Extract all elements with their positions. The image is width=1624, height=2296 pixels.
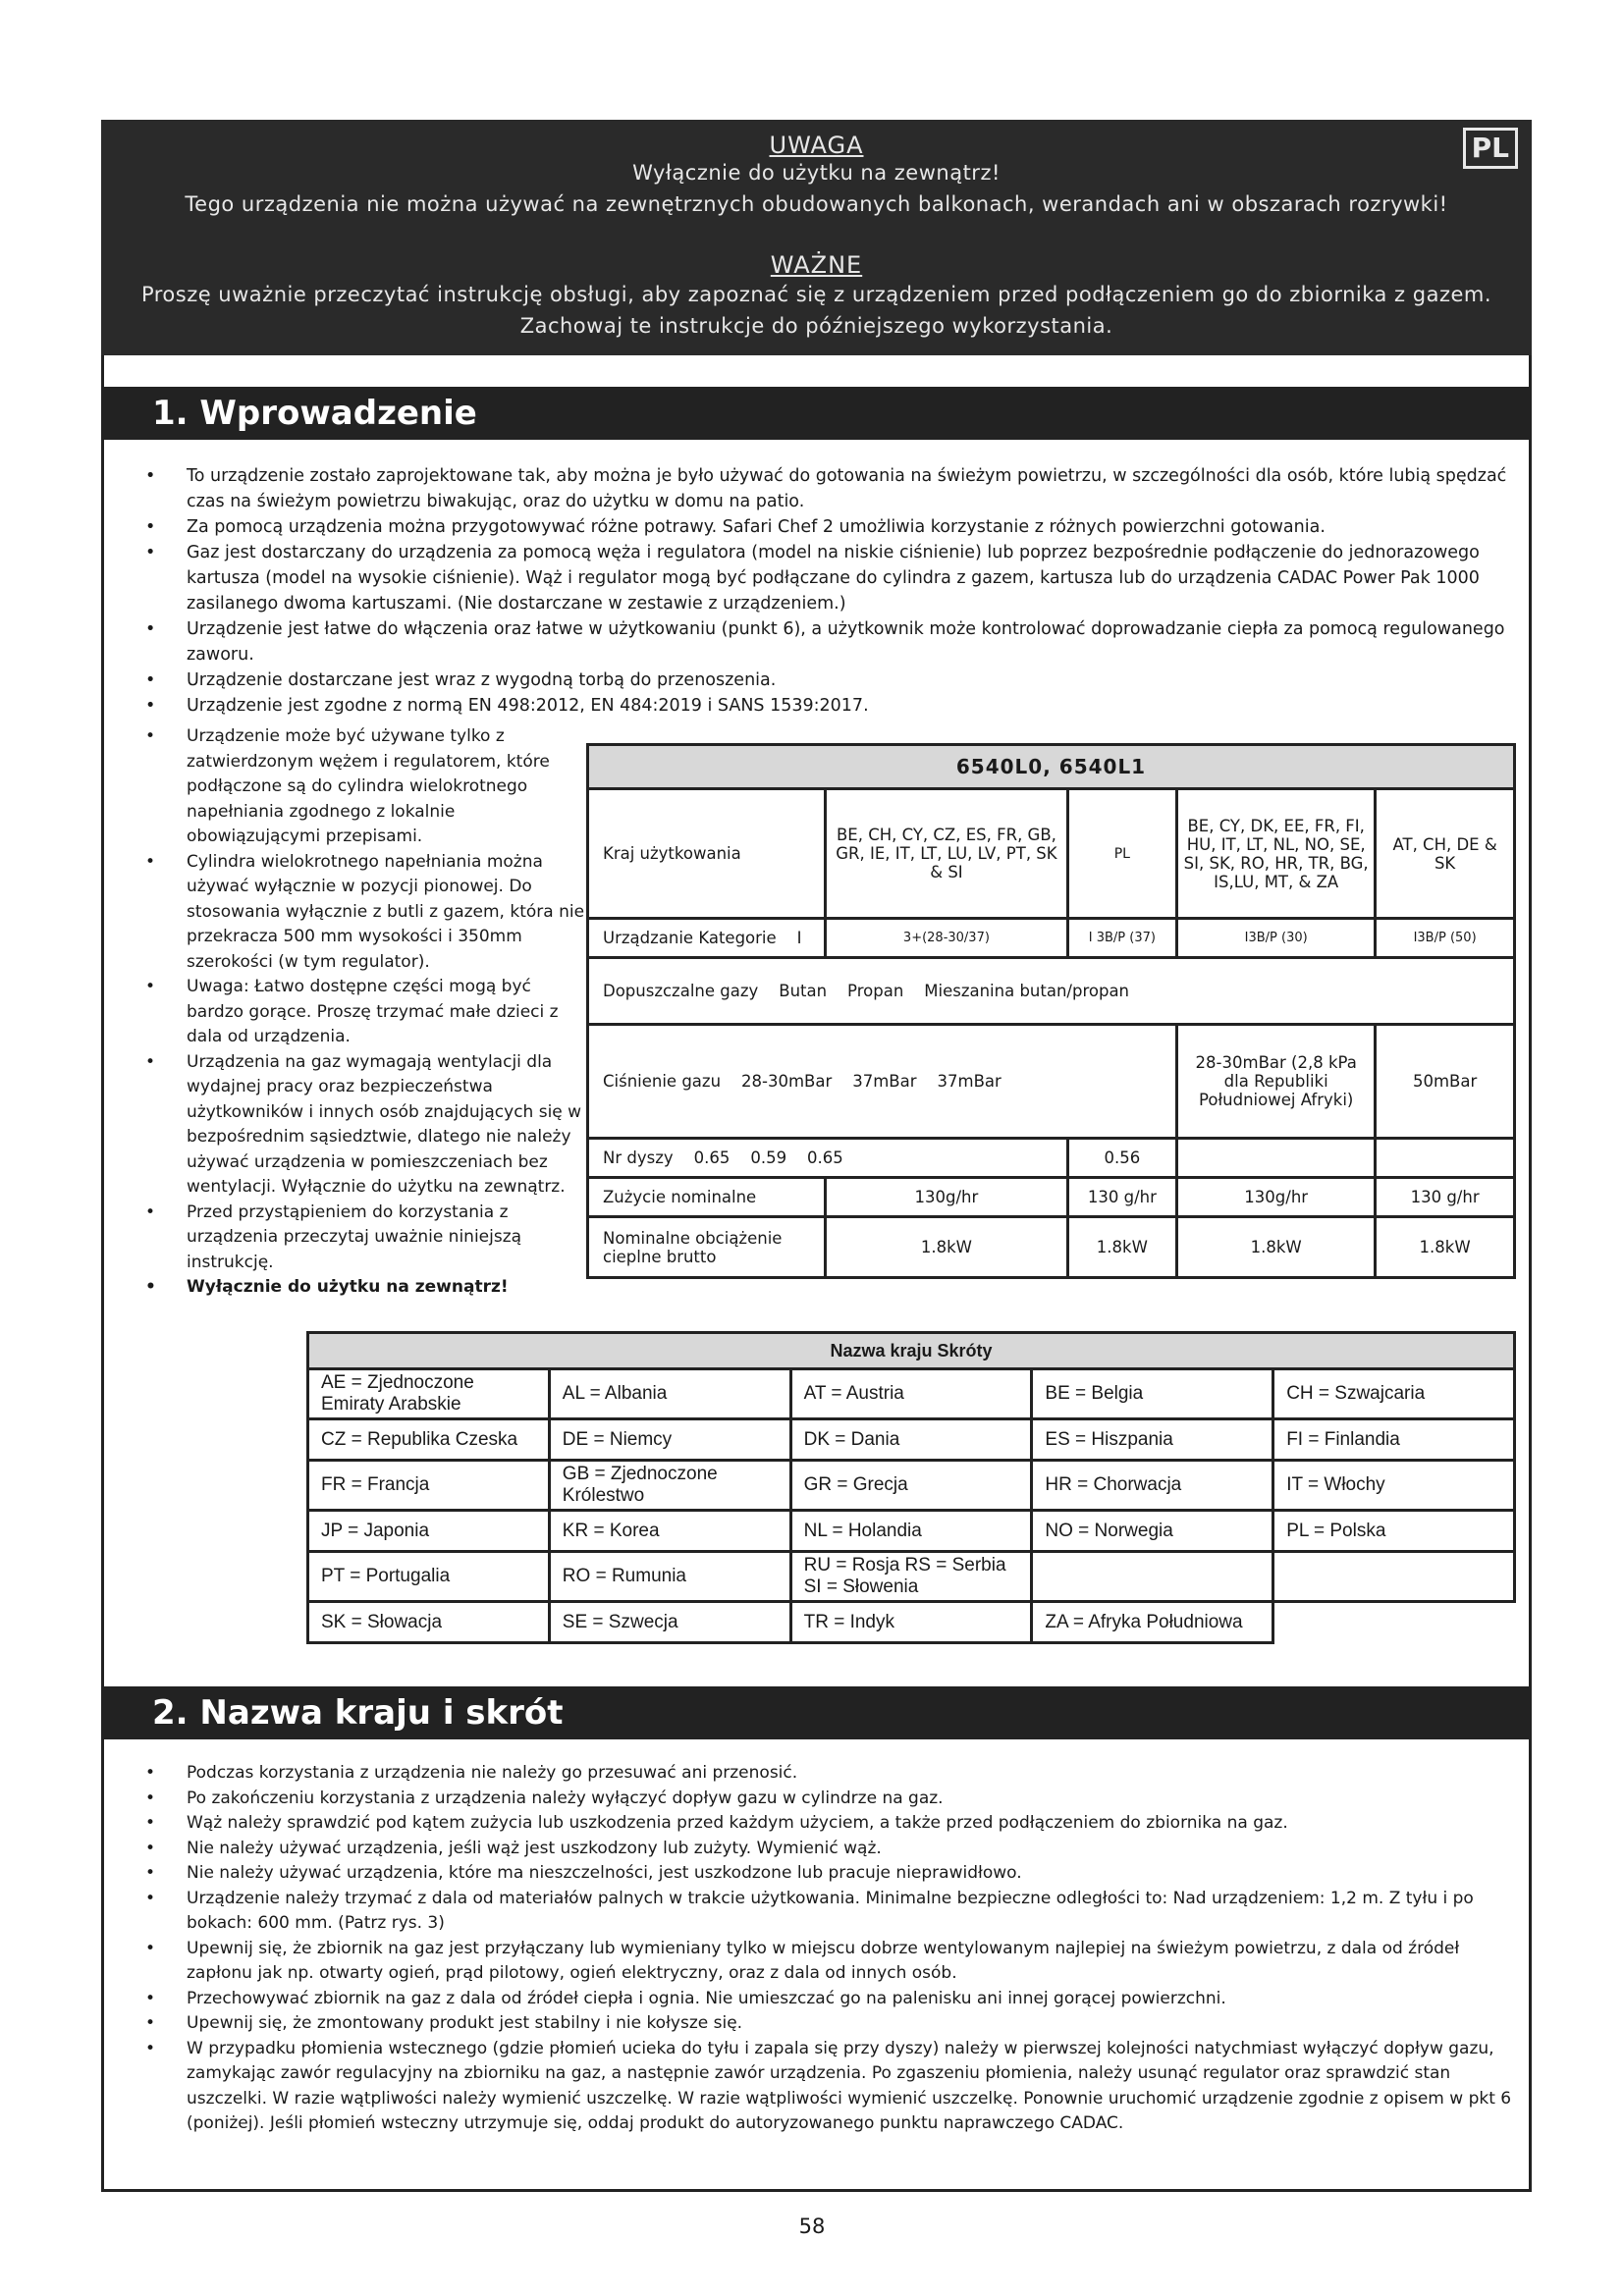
section-2-heading <box>101 1686 1532 1739</box>
country-code-cell: AE = Zjednoczone Emiraty Arabskie <box>308 1369 550 1419</box>
warning-line-2: Tego urządzenia nie można używać na zewnętrznych obudowanych balkonach, werandach ani w obszarach rozrywki! <box>185 192 1448 216</box>
heat-input-3: 1.8kW <box>1177 1217 1376 1278</box>
consumption-4: 130 g/hr <box>1376 1178 1515 1217</box>
section-2-title: Nazwa kraju i skrót <box>199 1693 564 1733</box>
important-line-1: Proszę uważnie przeczytać instrukcję obsługi, aby zapoznać się z urządzeniem przed podłączeniem go do zbiornika z gazem. <box>140 283 1492 306</box>
section-1-number: 1. <box>152 394 189 433</box>
country-code-cell: NO = Norwegia <box>1032 1511 1273 1552</box>
warning-banner <box>101 120 1532 355</box>
nozzle-pl: 0.56 <box>1067 1139 1177 1178</box>
country-code-cell: ZA = Afryka Południowa <box>1032 1602 1273 1643</box>
country-code-cell: GB = Zjednoczone Królestwo <box>549 1461 790 1511</box>
bullet-item: • Za pomocą urządzenia można przygotowywać różne potrawy. Safari Chef 2 umożliwia korzystanie z różnych powierzchni gotowania. <box>137 514 1512 540</box>
warning-title: UWAGA <box>769 132 864 159</box>
bullet-item: • Urządzenie jest zgodne z normą EN 498:2012, EN 484:2019 i SANS 1539:2017. <box>137 693 1512 719</box>
country-code-table <box>306 1331 1516 1644</box>
bullet-item: • Nie należy używać urządzenia, które ma nieszczelności, jest uszkodzone lub pracuje nieprawidłowo. <box>137 1861 1512 1887</box>
country-code-cell: HR = Chorwacja <box>1032 1461 1273 1511</box>
country-code-cell: CH = Szwajcaria <box>1273 1369 1515 1419</box>
country-code-cell: DK = Dania <box>790 1419 1032 1461</box>
language-badge: PL <box>1463 128 1518 169</box>
country-code-cell: DE = Niemcy <box>549 1419 790 1461</box>
country-group-2: PL <box>1067 789 1177 919</box>
bullet-item: • Nie należy używać urządzenia, jeśli wąż jest uszkodzony lub zużyty. Wymienić wąż. <box>137 1837 1512 1862</box>
country-code-cell: BE = Belgia <box>1032 1369 1273 1419</box>
heat-input-2: 1.8kW <box>1067 1217 1177 1278</box>
country-code-cell: NL = Holandia <box>790 1511 1032 1552</box>
country-code-cell: KR = Korea <box>549 1511 790 1552</box>
country-code-cell: SK = Słowacja <box>308 1602 550 1643</box>
heat-input-4: 1.8kW <box>1376 1217 1515 1278</box>
category-1: 3+(28-30/37) <box>826 919 1067 958</box>
country-code-cell: FR = Francja <box>308 1461 550 1511</box>
bullet-item: • Przed przystąpieniem do korzystania z urządzenia przeczytaj uważnie niniejszą instrukcję. <box>137 1201 589 1276</box>
bullet-item: • Urządzenia na gaz wymagają wentylacji dla wydajnej pracy oraz bezpieczeństwa użytkowników i innych osób znajdujących się w bezpośrednim sąsiedztwie, dlatego nie należy używać urządzenia w pomieszczeniach bez wentylacji. Wyłącznie do użytku na zewnątrz. <box>137 1050 589 1201</box>
country-group-1: BE, CH, CY, CZ, ES, FR, GB, GR, IE, IT, LT, LU, LV, PT, SK & SI <box>826 789 1067 919</box>
bullet-item: • Upewnij się, że zmontowany produkt jest stabilny i nie kołysze się. <box>137 2011 1512 2037</box>
country-code-cell: TR = Indyk <box>790 1602 1032 1643</box>
bullet-item: • To urządzenie zostało zaprojektowane tak, aby można je było używać do gotowania na świeżym powietrzu, w szczególności dla osób, które lubią spędzać czas na świeżym powietrzu biwakując, oraz do użytku w domu na patio. <box>137 463 1512 514</box>
country-code-cell: SE = Szwecja <box>549 1602 790 1643</box>
bullet-item: • Gaz jest dostarczany do urządzenia za pomocą węża i regulatora (model na niskie ciśnienie) lub poprzez bezpośrednie podłączenie do jednorazowego kartusza (model na wysokie ciśnienie). Wąż i regulator mogą być podłączane do cylindra z gazem, kartusza lub do urządzenia CADAC Power Pak 1000 zasilanego dwoma kartuszami. (Nie dostarczane w zestawie z urządzeniem.) <box>137 540 1512 616</box>
nozzle-3 <box>1177 1139 1376 1178</box>
consumption-1: 130g/hr <box>826 1178 1067 1217</box>
country-group-4: AT, CH, DE & SK <box>1376 789 1515 919</box>
section-1-side-bullets <box>137 724 589 1301</box>
country-code-cell <box>1273 1552 1515 1602</box>
bullet-item: • Urządzenie może być używane tylko z zatwierdzonym wężem i regulatorem, które podłączone są do cylindra wielokrotnego napełniania zgodnego z lokalnie obowiązującymi przepisami. <box>137 724 589 850</box>
nozzle-row: Nr dyszy 0.65 0.59 0.65 <box>588 1139 1068 1178</box>
country-code-cell <box>1032 1552 1273 1602</box>
important-line-2: Zachowaj te instrukcje do późniejszego wykorzystania. <box>519 314 1113 338</box>
section-1-bullets <box>137 463 1512 719</box>
gas-pressure-row: Ciśnienie gazu 28-30mBar 37mBar 37mBar <box>588 1025 1177 1139</box>
bullet-item: • Podczas korzystania z urządzenia nie należy go przesuwać ani przenosić. <box>137 1761 1512 1787</box>
country-group-3: BE, CY, DK, EE, FR, FI, HU, IT, LT, NL, NO, SE, SI, SK, RO, HR, TR, BG, IS,LU, MT, & ZA <box>1177 789 1376 919</box>
country-code-cell: ES = Hiszpania <box>1032 1419 1273 1461</box>
pressure-at: 50mBar <box>1376 1025 1515 1139</box>
country-row <box>308 1602 1515 1643</box>
bullet-item: • Po zakończeniu korzystania z urządzenia należy wyłączyć dopływ gazu w cylindrze na gaz. <box>137 1787 1512 1812</box>
warning-line-1: Wyłącznie do użytku na zewnątrz! <box>632 161 1001 185</box>
section-1-title: Wprowadzenie <box>199 394 477 433</box>
pressure-za: 28-30mBar (2,8 kPa dla Republiki Południowej Afryki) <box>1177 1025 1376 1139</box>
country-code-cell: GR = Grecja <box>790 1461 1032 1511</box>
bullet-item: • Wąż należy sprawdzić pod kątem zużycia lub uszkodzenia przed każdym użyciem, a także przed podłączeniem do zbiornika na gaz. <box>137 1811 1512 1837</box>
category-3: I3B/P (30) <box>1177 919 1376 958</box>
country-of-use-label: Kraj użytkowania <box>588 789 826 919</box>
country-row <box>308 1419 1515 1461</box>
country-table-title: Nazwa kraju Skróty <box>308 1333 1515 1369</box>
bullet-item: • Upewnij się, że zbiornik na gaz jest przyłączany lub wymieniany tylko w miejscu dobrze wentylowanym najlepiej na świeżym powietrzu, z dala od źródeł zapłonu jak np. otwarty ogień, prąd pilotowy, ogień elektryczny, oraz z dala od innych osób. <box>137 1937 1512 1987</box>
country-code-cell: RU = Rosja RS = Serbia SI = Słowenia <box>790 1552 1032 1602</box>
nozzle-4 <box>1376 1139 1515 1178</box>
country-row <box>308 1511 1515 1552</box>
heat-input-label: Nominalne obciążenie cieplne brutto <box>588 1217 826 1278</box>
bullet-item: • Urządzenie dostarczane jest wraz z wygodną torbą do przenoszenia. <box>137 667 1512 693</box>
bullet-item: • Cylindra wielokrotnego napełniania można używać wyłącznie w pozycji pionowej. Do stosowania wyłącznie z butli z gazem, która nie przekracza 500 mm wysokości i 350mm szerokości (w tym regulator). <box>137 850 589 976</box>
bullet-item: • Uwaga: Łatwo dostępne części mogą być bardzo gorące. Proszę trzymać małe dzieci z dala od urządzenia. <box>137 975 589 1050</box>
bullet-item: • Urządzenie jest łatwe do włączenia oraz łatwe w użytkowaniu (punkt 6), a użytkownik może kontrolować doprowadzanie ciepła za pomocą regulowanego zaworu. <box>137 616 1512 667</box>
page-number: 58 <box>798 2215 826 2238</box>
section-2-bullets <box>137 1761 1512 2137</box>
bullet-item: • Przechowywać zbiornik na gaz z dala od źródeł ciepła i ognia. Nie umieszczać go na palenisku ani innej gorącej powierzchni. <box>137 1987 1512 2012</box>
country-row <box>308 1552 1515 1602</box>
country-code-cell: JP = Japonia <box>308 1511 550 1552</box>
spec-table <box>586 743 1516 1279</box>
section-1-heading <box>101 387 1532 440</box>
country-code-cell: PL = Polska <box>1273 1511 1515 1552</box>
spec-table-title: 6540L0, 6540L1 <box>588 745 1515 789</box>
country-code-cell: CZ = Republika Czeska <box>308 1419 550 1461</box>
category-label: Urządzanie Kategorie I <box>588 919 826 958</box>
section-2-number: 2. <box>152 1693 189 1733</box>
country-row <box>308 1369 1515 1419</box>
country-code-cell: RO = Rumunia <box>549 1552 790 1602</box>
heat-input-1: 1.8kW <box>826 1217 1067 1278</box>
consumption-2: 130 g/hr <box>1067 1178 1177 1217</box>
bullet-item: • Urządzenie należy trzymać z dala od materiałów palnych w trakcie użytkowania. Minimalne bezpieczne odległości to: Nad urządzeniem: 1,2 m. Z tyłu i po bokach: 600 mm. (Patrz rys. 3) <box>137 1887 1512 1937</box>
consumption-label: Zużycie nominalne <box>588 1178 826 1217</box>
country-code-cell: AT = Austria <box>790 1369 1032 1419</box>
important-title: WAŻNE <box>770 251 863 279</box>
permitted-gases-row: Dopuszczalne gazy Butan Propan Mieszanina butan/propan <box>588 958 1515 1025</box>
consumption-3: 130g/hr <box>1177 1178 1376 1217</box>
category-4: I3B/P (50) <box>1376 919 1515 958</box>
country-code-cell: FI = Finlandia <box>1273 1419 1515 1461</box>
country-code-cell: IT = Włochy <box>1273 1461 1515 1511</box>
country-code-cell <box>1273 1602 1515 1643</box>
category-2: I 3B/P (37) <box>1067 919 1177 958</box>
bullet-item: • Wyłącznie do użytku na zewnątrz! <box>137 1275 589 1301</box>
bullet-item: • W przypadku płomienia wstecznego (gdzie płomień ucieka do tyłu i zapala się przy dyszy) należy w pierwszej kolejności natychmiast wyłączyć dopływ gazu, zamykając zawór regulacyjny na zbiorniku na gaz, a następnie zawór urządzenia. Po zgaszeniu płomienia, należy usunąć regulator oraz sprawdzić stan uszczelki. W razie wątpliwości należy wymienić uszczelkę. W razie wątpliwości wymienić uszczelkę. Ponownie uruchomić urządzenie zgodnie z opisem w pkt 6 (poniżej). Jeśli płomień wsteczny utrzymuje się, oddaj produkt do autoryzowanego punktu naprawczego CADAC. <box>137 2037 1512 2137</box>
country-code-cell: PT = Portugalia <box>308 1552 550 1602</box>
country-row <box>308 1461 1515 1511</box>
country-code-cell: AL = Albania <box>549 1369 790 1419</box>
